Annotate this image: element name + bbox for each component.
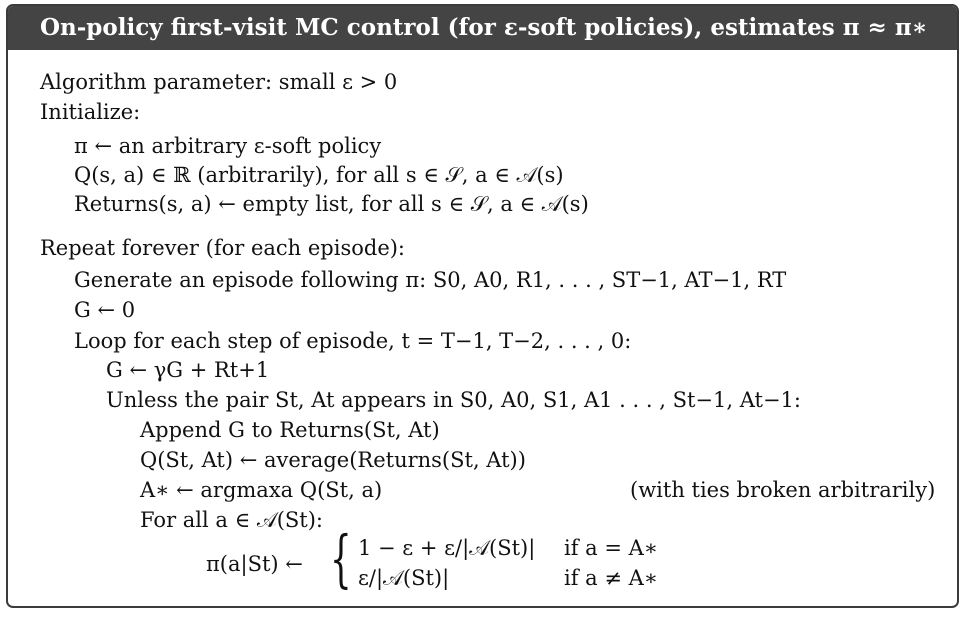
- generate-line: Generate an episode following π: S0, A0, R1, . . . , ST−1, AT−1, RT: [74, 268, 787, 292]
- case2-value: ε/|𝒜(St)|: [358, 566, 450, 590]
- init-q-line: Q(s, a) ∈ ℝ (arbitrarily), for all s ∈ 𝒮, a ∈ 𝒜(s): [74, 163, 564, 187]
- case1-condition: if a = A∗: [564, 536, 659, 560]
- ties-note: (with ties broken arbitrarily): [630, 478, 936, 502]
- algorithm-title: On-policy first-visit MC control (for ε-soft policies), estimates π ≈ π∗: [8, 6, 957, 50]
- g-update-line: G ← γG + Rt+1: [106, 358, 270, 382]
- unless-line: Unless the pair St, At appears in S0, A0, S1, A1 . . . , St−1, At−1:: [106, 388, 801, 412]
- argmax-line: A∗ ← argmaxa Q(St, a): [140, 478, 383, 502]
- case1-value: 1 − ε + ε/|𝒜(St)|: [358, 536, 536, 560]
- init-label: Initialize:: [40, 100, 141, 124]
- case2-condition: if a ≠ A∗: [564, 566, 659, 590]
- append-line: Append G to Returns(St, At): [140, 418, 440, 442]
- param-line: Algorithm parameter: small ε > 0: [40, 70, 398, 94]
- policy-lhs: π(a|St) ←: [206, 552, 303, 576]
- loop-line: Loop for each step of episode, t = T−1, T−2, . . . , 0:: [74, 329, 632, 353]
- g-init-line: G ← 0: [74, 298, 136, 322]
- cases-brace: {: [330, 522, 352, 595]
- init-returns-line: Returns(s, a) ← empty list, for all s ∈ 𝒮, a ∈ 𝒜(s): [74, 192, 589, 216]
- for-all-line: For all a ∈ 𝒜(St):: [140, 508, 323, 532]
- repeat-line: Repeat forever (for each episode):: [40, 236, 406, 260]
- init-pi-line: π ← an arbitrary ε-soft policy: [74, 134, 382, 158]
- algorithm-box: [6, 4, 959, 608]
- q-update-line: Q(St, At) ← average(Returns(St, At)): [140, 448, 526, 472]
